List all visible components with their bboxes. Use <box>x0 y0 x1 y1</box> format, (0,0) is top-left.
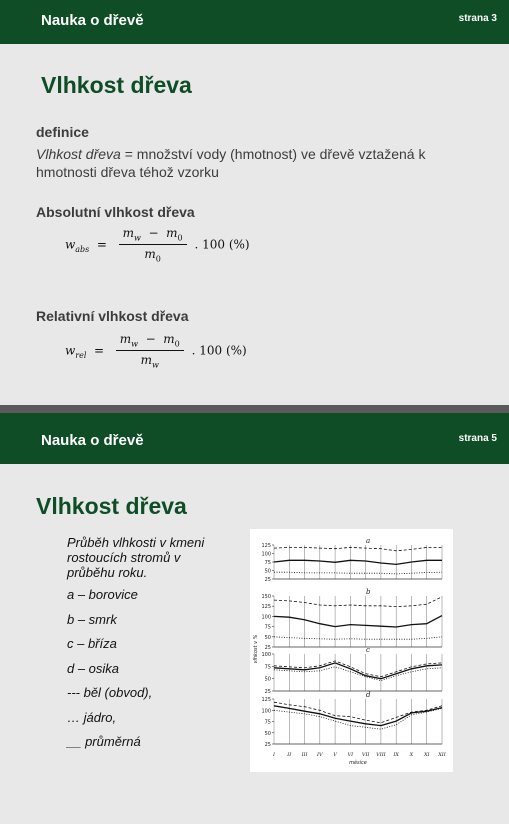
y-tick-label: 100 <box>261 551 271 558</box>
series-average <box>274 560 442 564</box>
x-tick-label: VIII <box>376 752 386 758</box>
y-tick-label: 25 <box>264 645 271 651</box>
slide-page-3 <box>0 0 509 405</box>
legend-list <box>67 535 217 758</box>
panel-label: a <box>366 537 371 545</box>
y-tick-label: 75 <box>264 560 271 566</box>
x-tick-label: IV <box>317 752 323 758</box>
legend-item: b – smrk <box>67 611 117 627</box>
y-tick-label: 100 <box>261 708 271 715</box>
definition-term: Vlhkost dřeva <box>36 146 121 162</box>
y-tick-label: 50 <box>264 730 271 737</box>
legend-item: __ průměrná <box>67 734 141 749</box>
panel-label: b <box>366 588 371 596</box>
x-tick-label: II <box>287 752 292 758</box>
slide-header <box>0 0 509 44</box>
chart-intro: Průběh vlhkosti v kmeni rostoucích stromů v průběhu roku. <box>67 535 205 580</box>
x-tick-label: IX <box>393 752 399 758</box>
page-label: strana 5 <box>458 433 497 444</box>
y-tick-label: 25 <box>264 577 271 583</box>
x-tick-label: X <box>409 752 414 758</box>
absolute-fraction: $\frac{m_w - m_0}{m_0}$ <box>119 226 187 264</box>
x-tick-label: V <box>333 752 337 758</box>
moisture-chart-figure <box>250 529 453 772</box>
absolute-label: Absolutní vlhkost dřeva <box>36 204 195 220</box>
x-tick-label: XI <box>423 752 430 758</box>
moisture-chart <box>250 529 453 772</box>
series-average <box>274 663 442 679</box>
x-axis-label: měsíce <box>349 760 367 766</box>
slide-heading: Vlhkost dřeva <box>41 72 192 98</box>
y-tick-label: 125 <box>261 543 271 549</box>
relative-fraction: $\frac{m_w - m_0}{m_w}$ <box>116 332 184 370</box>
legend-item: --- běl (obvod), <box>67 685 153 700</box>
legend-item: d – osika <box>67 660 120 676</box>
relative-formula: $w_{rel}$ = $\frac{m_w - m_0}{m_w}$ . 100 (%) <box>65 332 247 370</box>
x-tick-label: XII <box>438 752 446 758</box>
definition-label: definice <box>36 124 89 140</box>
x-tick-label: III <box>301 752 308 758</box>
y-tick-label: 125 <box>261 697 271 703</box>
y-tick-label: 75 <box>264 664 271 671</box>
y-axis-label: vlhkost v % <box>253 634 259 664</box>
slide-page-5 <box>0 413 509 824</box>
definition-rest: = množství vody (hmotnost) ve dřevě vztažená k hmotnosti dřeva téhož vzorku <box>36 146 426 180</box>
y-tick-label: 50 <box>264 568 271 575</box>
slide-heading: Vlhkost dřeva <box>36 493 187 519</box>
x-tick-label: VII <box>361 752 370 758</box>
series-average <box>274 706 442 726</box>
header-title: Nauka o dřevě <box>41 432 144 449</box>
y-tick-label: 75 <box>264 719 271 726</box>
series-sapwood <box>274 597 442 607</box>
y-tick-label: 100 <box>261 652 271 658</box>
definition-text <box>36 145 486 181</box>
legend-item: … jádro, <box>67 709 117 725</box>
page-label: strana 3 <box>458 13 497 24</box>
y-tick-label: 100 <box>261 614 271 621</box>
x-tick-label: VI <box>347 752 354 758</box>
y-tick-label: 50 <box>264 634 271 641</box>
y-tick-label: 50 <box>264 676 271 683</box>
y-tick-label: 25 <box>264 689 271 695</box>
y-tick-label: 125 <box>261 604 271 611</box>
y-tick-label: 150 <box>261 594 271 600</box>
y-tick-label: 75 <box>264 624 271 631</box>
legend-item: c – bříza <box>67 636 117 651</box>
series-heartwood <box>274 637 442 639</box>
series-heartwood <box>274 572 442 574</box>
series-sapwood <box>274 547 442 550</box>
y-tick-label: 25 <box>264 742 271 748</box>
slide-header <box>0 413 509 464</box>
x-tick-label: I <box>273 752 275 758</box>
panel-label: d <box>366 691 371 699</box>
absolute-formula: $w_{abs}$ = $\frac{m_w - m_0}{m_0}$ . 100 (%) <box>65 226 250 264</box>
header-title: Nauka o dřevě <box>41 12 144 29</box>
relative-label: Relativní vlhkost dřeva <box>36 308 189 324</box>
panel-label: c <box>366 646 370 654</box>
legend-item: a – borovice <box>67 587 138 602</box>
series-average <box>274 616 442 627</box>
